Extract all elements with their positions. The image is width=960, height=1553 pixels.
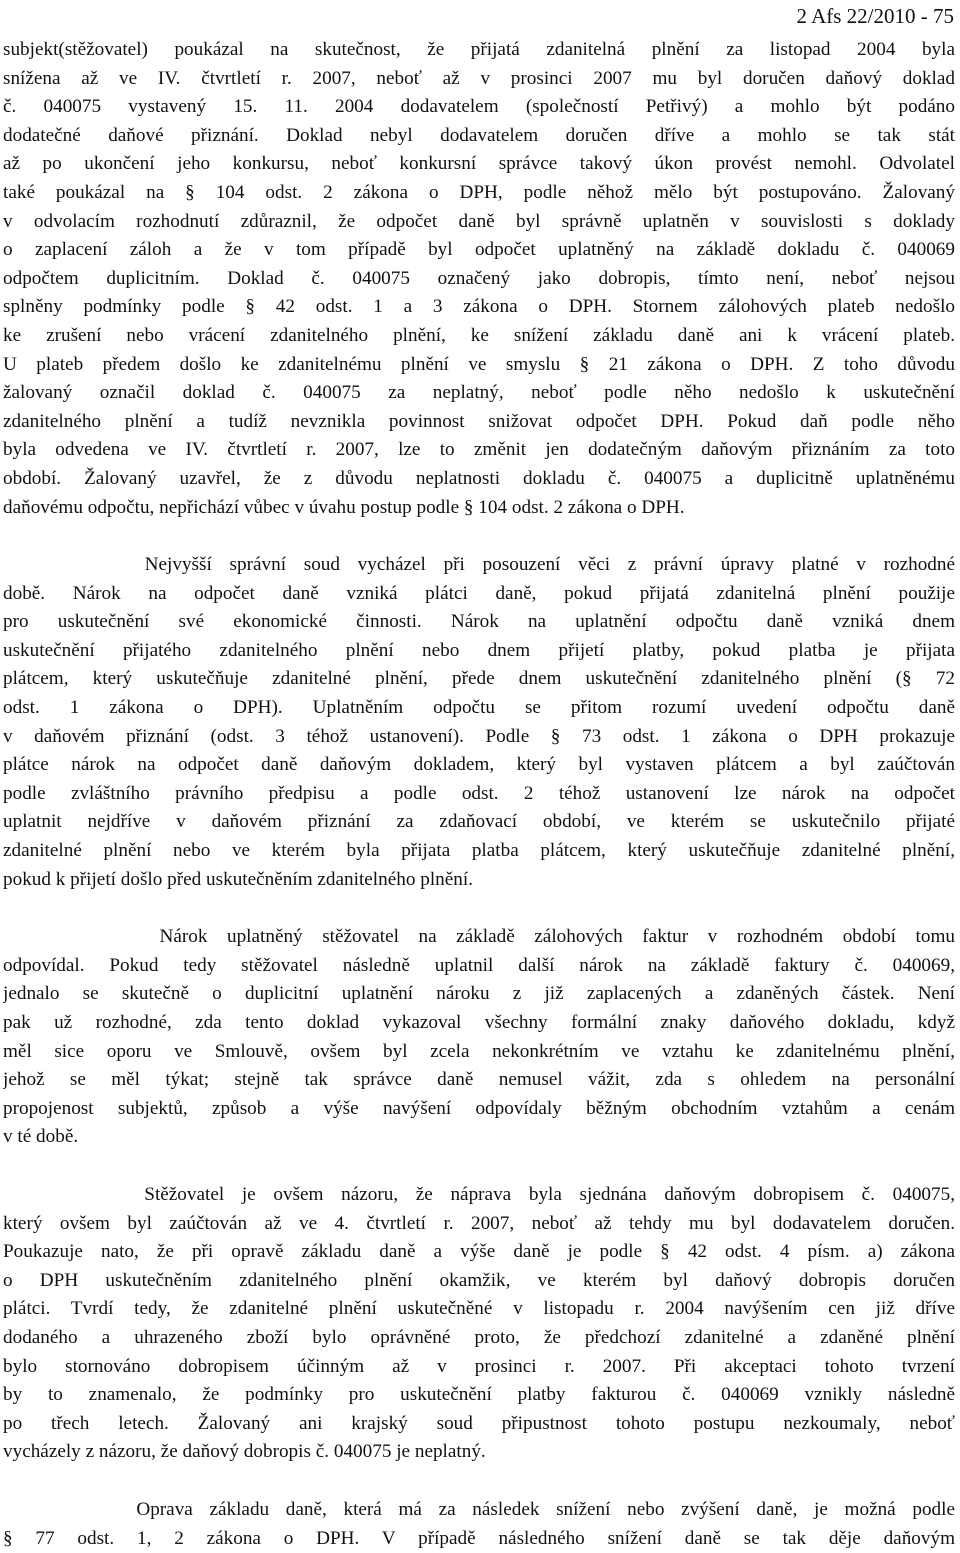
paragraph bbox=[3, 923, 955, 1152]
text-line: v té době. bbox=[3, 1123, 955, 1152]
text-line: také poukázal na § 104 odst. 2 zákona o DPH, podle něhož mělo být postupováno. Žalovaný bbox=[3, 179, 955, 208]
text-line: době. Nárok na odpočet daně vzniká plátci daně, pokud přijatá zdanitelná plnění použije bbox=[3, 580, 955, 609]
text-line: plátcem, který uskutečňuje zdanitelné plnění, přede dnem uskutečnění zdanitelného plnění (§ 72 bbox=[3, 665, 955, 694]
text-line: o DPH uskutečněním zdanitelného plnění okamžik, ve kterém byl daňový dobropis doručen bbox=[3, 1267, 955, 1296]
paragraph bbox=[3, 1181, 955, 1467]
text-line: pokud k přijetí došlo před uskutečněním zdanitelného plnění. bbox=[3, 866, 955, 895]
paragraph bbox=[3, 1496, 955, 1553]
paragraph bbox=[3, 36, 955, 522]
text-line: uskutečnění přijatého zdanitelného plnění nebo dnem přijetí platby, pokud platba je přijata bbox=[3, 637, 955, 666]
text-line: Stěžovatel je ovšem názoru, že náprava byla sjednána daňovým dobropisem č. 040075, bbox=[3, 1181, 955, 1210]
text-line: Nárok uplatněný stěžovatel na základě zálohových faktur v rozhodném období tomu bbox=[3, 923, 955, 952]
paragraph-gap bbox=[3, 894, 955, 923]
text-line: vycházely z názoru, že daňový dobropis č. 040075 je neplatný. bbox=[3, 1438, 955, 1467]
text-line: by to znamenalo, že podmínky pro uskutečnění platby fakturou č. 040069 vznikly následně bbox=[3, 1381, 955, 1410]
text-line: ke zrušení nebo vrácení zdanitelného plnění, ke snížení základu daně ani k vrácení plateb. bbox=[3, 322, 955, 351]
text-line: bylo stornováno dobropisem účinným až v prosinci r. 2007. Při akceptaci tohoto tvrzení bbox=[3, 1353, 955, 1382]
text-line: odst. 1 zákona o DPH). Uplatněním odpočtu se přitom rozumí uvedení odpočtu daně bbox=[3, 694, 955, 723]
text-line: Nejvyšší správní soud vycházel při posouzení věci z právní úpravy platné v rozhodné bbox=[3, 551, 955, 580]
text-line: který ovšem byl zaúčtován až ve 4. čtvrtletí r. 2007, neboť až tehdy mu byl dodavatelem doručen. bbox=[3, 1210, 955, 1239]
text-line: U plateb předem došlo ke zdanitelnému plnění ve smyslu § 21 zákona o DPH. Z toho důvodu bbox=[3, 351, 955, 380]
text-line: jednalo se skutečně o duplicitní uplatnění nároku z již zaplacených a zdaněných částek. Není bbox=[3, 980, 955, 1009]
text-line: v odvolacím rozhodnutí zdůraznil, že odpočet daně byl správně uplatněn v souvislosti s doklady bbox=[3, 208, 955, 237]
text-line: zdanitelného plnění a tudíž nevznikla povinnost snižovat odpočet DPH. Pokud daň podle něho bbox=[3, 408, 955, 437]
text-line: § 77 odst. 1, 2 zákona o DPH. V případě následného snížení daně se tak děje daňovým bbox=[3, 1525, 955, 1553]
text-line: plátce nárok na odpočet daně daňovým dokladem, který byl vystaven plátcem a byl zaúčtován bbox=[3, 751, 955, 780]
text-line: splněny podmínky podle § 42 odst. 1 a 3 zákona o DPH. Stornem zálohových plateb nedošlo bbox=[3, 293, 955, 322]
text-line: č. 040075 vystavený 15. 11. 2004 dodavatelem (společností Petřivý) a mohlo být podáno bbox=[3, 93, 955, 122]
text-line: podle zvláštního právního předpisu a podle odst. 2 téhož ustanovení lze nárok na odpočet bbox=[3, 780, 955, 809]
text-line: o zaplacení záloh a že v tom případě byl odpočet uplatněný na základě dokladu č. 040069 bbox=[3, 236, 955, 265]
text-line: odpočtem duplicitním. Doklad č. 040075 označený jako dobropis, tímto není, neboť nejsou bbox=[3, 265, 955, 294]
text-line: uplatnit nejdříve v daňovém přiznání za zdaňovací období, ve kterém se uskutečnilo přijaté bbox=[3, 808, 955, 837]
case-reference: 2 Afs 22/2010 - 75 bbox=[797, 3, 955, 29]
paragraph-gap bbox=[3, 522, 955, 551]
paragraph bbox=[3, 551, 955, 894]
text-line: daňovému odpočtu, nepřichází vůbec v úvahu postup podle § 104 odst. 2 zákona o DPH. bbox=[3, 494, 955, 523]
text-line: plátci. Tvrdí tedy, že zdanitelné plnění uskutečněné v listopadu r. 2004 navýšením cen již dříve bbox=[3, 1295, 955, 1324]
text-line: snížena až ve IV. čtvrtletí r. 2007, neboť až v prosinci 2007 mu byl doručen daňový doklad bbox=[3, 65, 955, 94]
text-line: pak už rozhodné, zda tento doklad vykazoval všechny formální znaky daňového dokladu, když bbox=[3, 1009, 955, 1038]
text-line: odpovídal. Pokud tedy stěžovatel následně uplatnil další nárok na základě faktury č. 040069, bbox=[3, 952, 955, 981]
text-line: dodatečné daňové přiznání. Doklad nebyl dodavatelem doručen dříve a mohlo se tak stát bbox=[3, 122, 955, 151]
text-line: dodaného a uhrazeného zboží bylo oprávněné proto, že předchozí zdanitelné a zdaněné plnění bbox=[3, 1324, 955, 1353]
text-line: v daňovém přiznání (odst. 3 téhož ustanovení). Podle § 73 odst. 1 zákona o DPH prokazuje bbox=[3, 723, 955, 752]
text-line: subjekt(stěžovatel) poukázal na skutečnost, že přijatá zdanitelná plnění za listopad 2004 byla bbox=[3, 36, 955, 65]
text-line: po třech letech. Žalovaný ani krajský soud připustnost tohoto postupu nezkoumaly, neboť bbox=[3, 1410, 955, 1439]
text-line: jehož se měl týkat; stejně tak správce daně nemusel vážit, zda s ohledem na personální bbox=[3, 1066, 955, 1095]
text-line: zdanitelné plnění nebo ve kterém byla přijata platba plátcem, který uskutečňuje zdanitelné plnění, bbox=[3, 837, 955, 866]
text-line: až po ukončení jeho konkursu, neboť konkursní správce takový úkon provést nemohl. Odvolatel bbox=[3, 150, 955, 179]
paragraph-gap bbox=[3, 1152, 955, 1181]
text-line: pro uskutečnění své ekonomické činnosti. Nárok na uplatnění odpočtu daně vzniká dnem bbox=[3, 608, 955, 637]
text-line: byla odvedena ve IV. čtvrtletí r. 2007, lze to změnit jen dodatečným daňovým přiznáním za toto bbox=[3, 436, 955, 465]
text-line: období. Žalovaný uzavřel, že z důvodu neplatnosti dokladu č. 040075 a duplicitně uplatněnému bbox=[3, 465, 955, 494]
document-body bbox=[3, 36, 955, 1553]
text-line: měl sice oporu ve Smlouvě, ovšem byl zcela nekonkrétním ve vztahu ke zdanitelnému plnění, bbox=[3, 1038, 955, 1067]
paragraph-gap bbox=[3, 1467, 955, 1496]
text-line: Poukazuje nato, že při opravě základu daně a výše daně je podle § 42 odst. 4 písm. a) zákona bbox=[3, 1238, 955, 1267]
text-line: propojenost subjektů, způsob a výše navýšení odpovídaly běžným obchodním vztahům a cenám bbox=[3, 1095, 955, 1124]
text-line: Oprava základu daně, která má za následek snížení nebo zvýšení daně, je možná podle bbox=[3, 1496, 955, 1525]
text-line: žalovaný označil doklad č. 040075 za neplatný, neboť podle něho nedošlo k uskutečnění bbox=[3, 379, 955, 408]
